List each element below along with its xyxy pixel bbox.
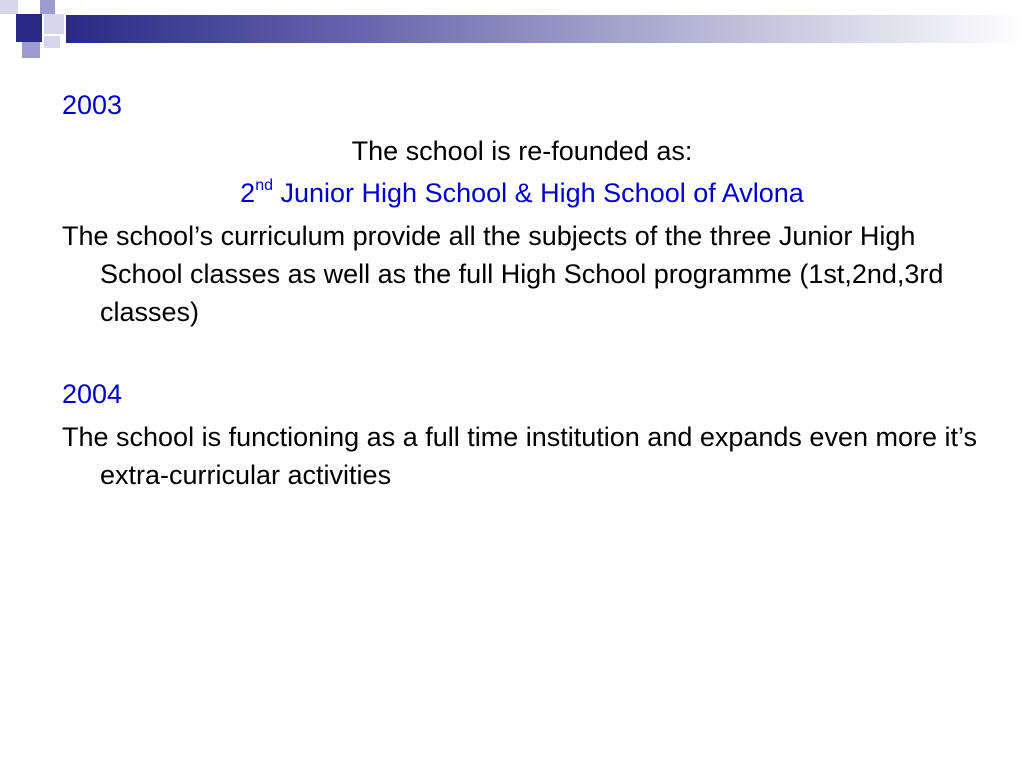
school-name-rest: Junior High School & High School of Avlona [273, 178, 804, 208]
deco-square-lavender [40, 0, 55, 14]
year-2004-heading: 2004 [62, 379, 123, 409]
school-name [62, 174, 982, 212]
deco-square-lavender [22, 42, 40, 58]
deco-square-navy [16, 14, 42, 42]
curriculum-paragraph: The school’s curriculum provide all the subjects of the three Junior High School classes as well as the full High School programme (1st,2nd,3rd classes) [62, 221, 944, 327]
school-name-ordinal: 2 [240, 178, 256, 208]
deco-square-pale [0, 0, 18, 14]
year-2003-heading: 2003 [62, 90, 123, 120]
deco-square-pale [44, 36, 60, 48]
header-gradient-bar [66, 15, 1024, 43]
functioning-paragraph: The school is functioning as a full time institution and expands even more it’s extra-curricular activities [62, 422, 978, 490]
slide-content [62, 86, 982, 494]
section-spacer [62, 331, 982, 375]
school-name-superscript: nd [255, 177, 273, 194]
header-decoration [0, 0, 1024, 70]
deco-square-pale [44, 14, 64, 34]
refounded-intro: The school is re-founded as: [351, 136, 693, 166]
